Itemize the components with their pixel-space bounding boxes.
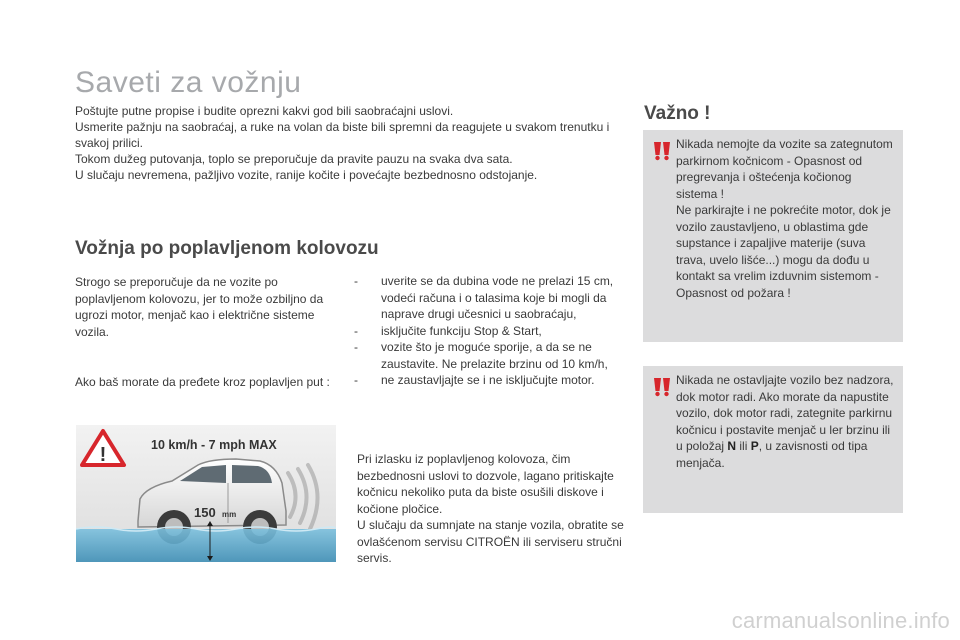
- list-item: [354, 339, 624, 372]
- warning-text-part: Nikada ne ostavljajte vozilo bez nadzora, dok motor radi. Ako morate da napustite vozilo, dok motor radi, zategnite parkirnu kočnicu i postavite menjač u ler brzinu ili u položaj: [676, 373, 894, 453]
- warning-mark: !: [99, 444, 107, 466]
- warning-text-part: ili: [736, 439, 751, 453]
- exclamation-warning-icon: [651, 139, 673, 161]
- water: [76, 529, 336, 562]
- depth-value: 150: [194, 505, 216, 520]
- intro-line: U slučaju nevremena, pažljivo vozite, ranije kočite i povećajte bezbednosno odstojanje.: [75, 168, 538, 182]
- exclamation-warning-icon: [651, 375, 673, 397]
- warning-box-parking-brake: [643, 130, 903, 342]
- watermark: carmanualsonline.info: [731, 608, 950, 633]
- flood-intro-paragraph: Strogo se preporučuje da ne vozite po poplavljenom kolovozu, jer to može ozbiljno da ugrozi motor, menjač kao i električne sisteme vozila.: [75, 275, 324, 339]
- list-item: [354, 273, 624, 323]
- list-marker: -: [354, 373, 358, 387]
- intro-text: [75, 103, 630, 183]
- list-marker: -: [354, 323, 358, 338]
- speed-limit-label: 10 km/h - 7 mph MAX: [151, 438, 277, 452]
- section-heading: Vožnja po poplavljenom kolovozu: [75, 238, 379, 259]
- flood-instructions-list: [354, 273, 624, 389]
- warning-box-unattended-vehicle: [643, 366, 903, 513]
- list-item-text: ne zaustavljajte se i ne isključujte motor.: [381, 373, 595, 387]
- depth-unit: mm: [222, 510, 237, 519]
- warning-text-part: , u zavisnosti od tipa menjača.: [676, 439, 868, 470]
- list-item: [354, 323, 624, 340]
- flooded-road-illustration: [76, 425, 336, 562]
- list-item-text: isključite funkciju Stop & Start,: [381, 323, 542, 338]
- list-item-text: uverite se da dubina vode ne prelazi 15 cm, vodeći računa i o talasima koje bi mogli da naprave drugi učesnici u saobraćaju,: [381, 274, 614, 321]
- list-item-text: vozite što je moguće sporije, a da se ne zaustavite. Ne prelazite brzinu od 10 km/h,: [381, 340, 608, 371]
- page-title: Saveti za vožnju: [75, 66, 302, 99]
- after-flood-line: U slučaju da sumnjate na stanje vozila, obratite se ovlašćenom servisu CITROËN ili serviseru stručni servis.: [357, 518, 624, 565]
- warning-paragraph: Nikada nemojte da vozite sa zategnutom parkirnom kočnicom - Opasnost od pregrevanja i oštećenja kočionog sistema !: [676, 137, 893, 201]
- important-heading: Važno !: [644, 103, 711, 124]
- warning-text: [676, 372, 894, 471]
- gear-position-n: N: [727, 439, 737, 453]
- warning-paragraph: [676, 372, 894, 471]
- gear-position-p: P: [750, 439, 759, 453]
- flood-must-cross-paragraph: Ako baš morate da pređete kroz poplavljen put :: [75, 375, 330, 389]
- after-flood-paragraph: [357, 451, 627, 567]
- list-item: [354, 372, 624, 389]
- list-marker: -: [354, 340, 358, 354]
- warning-text: [676, 136, 894, 301]
- warning-paragraph: Ne parkirajte i ne pokrećite motor, dok je vozilo zaustavljeno, u oblastima gde supstance i zapaljive materije (suva trava, uvelo lišće...) mogu da dođu u kontakt sa vrelim izduvnim sistemom - Opasnost od požara !: [676, 203, 891, 300]
- after-flood-line: Pri izlasku iz poplavljenog kolovoza, čim bezbednosni uslovi to dozvole, lagano pritiskajte kočnicu nekoliko puta da biste osušili diskove i kočione pločice.: [357, 452, 614, 516]
- intro-line: Poštujte putne propise i budite oprezni kakvi god bili saobraćajni uslovi.: [75, 104, 454, 118]
- intro-line: Tokom dužeg putovanja, toplo se preporučuje da pravite pauzu na svaka dva sata.: [75, 152, 513, 166]
- intro-line: Usmerite pažnju na saobraćaj, a ruke na volan da biste bili spremni da reagujete u svakom trenutku i svakoj prilici.: [75, 120, 610, 150]
- list-marker: -: [354, 274, 358, 288]
